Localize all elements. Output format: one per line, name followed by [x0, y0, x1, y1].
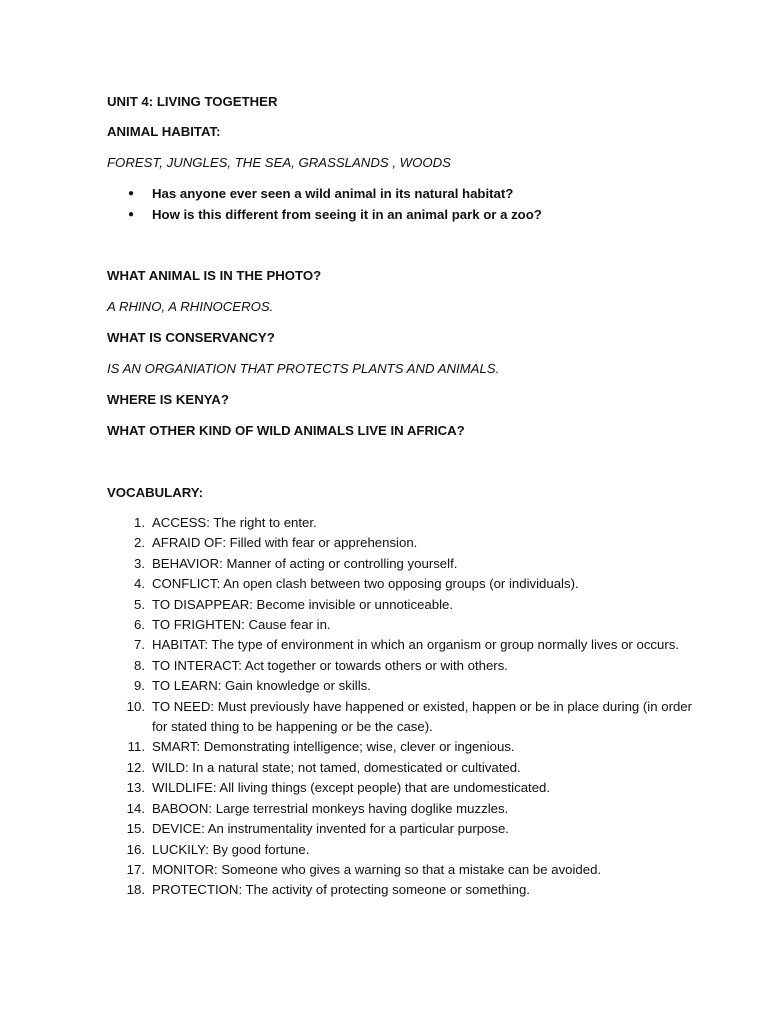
vocab-item-text: WILD: In a natural state; not tamed, domesticated or cultivated. [152, 759, 521, 775]
vocab-item-number: 9. [134, 678, 145, 694]
question-conservancy: WHAT IS CONSERVANCY? [107, 330, 275, 345]
vocab-item-number: 14. [126, 800, 145, 816]
vocab-item-text: TO LEARN: Gain knowledge or skills. [152, 678, 371, 694]
vocab-item-text: DEVICE: An instrumentality invented for a particular purpose. [152, 821, 509, 837]
vocab-item-number: 7. [134, 637, 145, 653]
vocab-item [107, 533, 708, 553]
vocab-item-text: AFRAID OF: Filled with fear or apprehension. [152, 535, 418, 551]
habitat-examples: FOREST, JUNGLES, THE SEA, GRASSLANDS , WOODS [107, 155, 451, 170]
vocab-item [107, 656, 708, 676]
vocab-item-number: 15. [126, 821, 145, 837]
vocab-item-number: 13. [126, 780, 145, 796]
vocab-item-number: 10. [126, 698, 145, 714]
vocab-item [107, 554, 708, 574]
vocab-item [107, 819, 708, 839]
vocab-item-number: 18. [126, 882, 145, 898]
question-kenya: WHERE IS KENYA? [107, 392, 229, 407]
vocab-item-number: 4. [134, 576, 145, 592]
vocab-item-number: 3. [134, 555, 145, 571]
vocab-item-text: BEHAVIOR: Manner of acting or controlling yourself. [152, 555, 458, 571]
vocab-item-text: TO NEED: Must previously have happened or existed, happen or be in place during (in order for stated thing to be happening or be the case). [152, 698, 693, 735]
vocab-item [107, 676, 708, 696]
vocab-item [107, 778, 708, 798]
vocab-item [107, 758, 708, 778]
vocab-item-number: 8. [134, 657, 145, 673]
habitat-bullet-item: ● How is this different from seeing it in an animal park or a zoo? [107, 205, 708, 225]
vocab-item [107, 635, 708, 655]
vocab-item-number: 6. [134, 617, 145, 633]
habitat-heading: ANIMAL HABITAT: [107, 124, 221, 139]
vocab-item [107, 880, 708, 900]
vocab-item [107, 737, 708, 757]
vocab-item-text: PROTECTION: The activity of protecting someone or something. [152, 882, 530, 898]
vocabulary-heading: VOCABULARY: [107, 485, 203, 500]
vocab-item-text: LUCKILY: By good fortune. [152, 841, 310, 857]
vocab-item [107, 860, 708, 880]
vocab-item [107, 574, 708, 594]
vocab-item-number: 2. [134, 535, 145, 551]
vocab-item-number: 5. [134, 596, 145, 612]
vocab-item-text: SMART: Demonstrating intelligence; wise, clever or ingenious. [152, 739, 515, 755]
answer-conservancy: IS AN ORGANIATION THAT PROTECTS PLANTS AND ANIMALS. [107, 361, 500, 376]
vocab-item [107, 513, 708, 533]
vocab-item-number: 17. [126, 861, 145, 877]
vocabulary-list [107, 513, 708, 901]
vocab-item-text: WILDLIFE: All living things (except people) that are undomesticated. [152, 780, 551, 796]
vocab-item-number: 1. [134, 515, 145, 530]
habitat-bullet-item: ● Has anyone ever seen a wild animal in its natural habitat? [107, 184, 708, 204]
vocab-item-number: 12. [126, 759, 145, 775]
vocab-item-text: BABOON: Large terrestrial monkeys having doglike muzzles. [152, 800, 509, 816]
habitat-bullet-list [107, 184, 708, 227]
vocab-item [107, 799, 708, 819]
vocab-item [107, 615, 708, 635]
question-photo: WHAT ANIMAL IS IN THE PHOTO? [107, 268, 322, 283]
vocab-item [107, 840, 708, 860]
vocab-item-number: 11. [127, 739, 145, 755]
vocab-item [107, 697, 708, 738]
vocab-item-text: HABITAT: The type of environment in which an organism or group normally lives or occurs. [152, 637, 679, 653]
vocab-item-text: TO DISAPPEAR: Become invisible or unnoticeable. [152, 596, 454, 612]
vocab-item-text: CONFLICT: An open clash between two opposing groups (or individuals). [152, 576, 579, 592]
vocab-item-text: ACCESS: The right to enter. [152, 515, 317, 530]
vocab-item-text: TO FRIGHTEN: Cause fear in. [152, 617, 331, 633]
unit-title: UNIT 4: LIVING TOGETHER [107, 94, 278, 109]
question-africa-animals: WHAT OTHER KIND OF WILD ANIMALS LIVE IN AFRICA? [107, 423, 465, 438]
vocab-item-text: TO INTERACT: Act together or towards others or with others. [152, 657, 508, 673]
answer-photo: A RHINO, A RHINOCEROS. [107, 299, 274, 314]
vocab-item-number: 16. [126, 841, 145, 857]
vocab-item [107, 595, 708, 615]
vocab-item-text: MONITOR: Someone who gives a warning so that a mistake can be avoided. [152, 861, 602, 877]
